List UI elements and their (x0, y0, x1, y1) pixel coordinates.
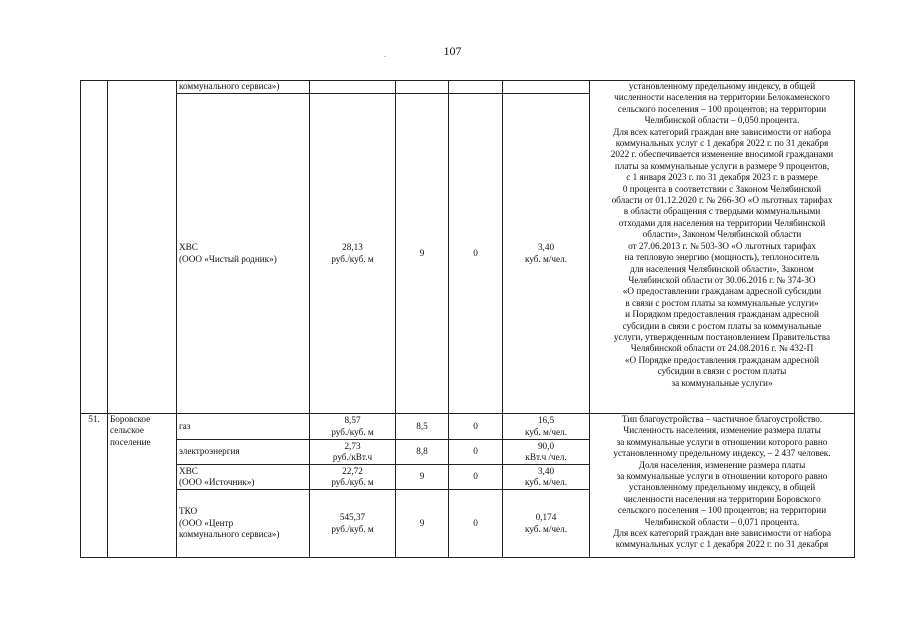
settlement-cell (108, 414, 177, 558)
volume-cell (503, 81, 590, 94)
description-line: «О предоставлении гражданам адресной субсидии (622, 286, 822, 297)
volume-value: 3,40 (537, 465, 555, 476)
description-line: на тепловую энергию (мощность), теплоноситель (624, 252, 820, 263)
description-line: и Порядком предоставления гражданам адресной (625, 309, 819, 320)
settlement-name-line: поселение (110, 436, 151, 447)
zero-cell: 0 (449, 440, 503, 465)
service-name: ТКО (179, 506, 198, 517)
description-line: 0 процента в соответствии с Законом Челябинской (622, 183, 822, 194)
volume-cell (503, 465, 590, 490)
description-line: за коммунальные услуги в отношении которого равно (616, 436, 828, 447)
volume-value: 0,174 (535, 512, 557, 523)
description-line: Для всех категорий граждан вне зависимости от набора (613, 126, 831, 137)
description-line: Доля населения, изменение размера платы (638, 459, 806, 470)
description-line: в связи с ростом платы за коммунальные услуги» (625, 297, 819, 308)
volume-cell (503, 490, 590, 558)
service-provider: коммунального сервиса») (179, 529, 280, 540)
index-cell: 8,8 (396, 440, 449, 465)
volume-unit: куб. м/чел. (524, 477, 568, 487)
tariff-cell (310, 81, 396, 94)
tariff-value: 8,57 (344, 415, 361, 426)
tariff-cell (310, 94, 396, 414)
zero-cell: 0 (449, 414, 503, 440)
description-line: с 1 января 2023 г. по 31 декабря 2023 г. в размере (626, 172, 818, 183)
service-name: ХВС (179, 465, 198, 476)
volume-value: 3,40 (537, 242, 555, 253)
volume-value: 16,5 (537, 415, 555, 426)
service-cell (177, 81, 310, 94)
description-line: 2022 г. обеспечивается изменение вносимой гражданами (610, 149, 834, 160)
tariff-unit: руб./куб. м (331, 426, 374, 437)
tariff-unit: руб./куб. м (331, 253, 374, 264)
description-line: численности населения на территории Белокаменского (614, 92, 830, 103)
index-cell (396, 81, 449, 94)
index-cell: 8,5 (396, 414, 449, 440)
index-cell: 9 (396, 490, 449, 558)
description-line: отходами для населения на территории Челябинской (618, 217, 826, 228)
service-provider: (ООО «Чистый родник») (179, 253, 277, 264)
description-line: области», Законом Челябинской области (642, 229, 802, 240)
description-line: субсидии в связи с ростом платы за коммунальные (622, 320, 822, 331)
service-cell (177, 414, 310, 440)
description-line: услуги, утвержденным постановлением Правительства (613, 331, 831, 342)
settlement-name-line: сельское (110, 425, 144, 436)
description-line: для населения Челябинской области», Законом (630, 263, 814, 274)
service-provider: (ООО «Центр (179, 517, 234, 528)
description-line: Челябинской области – 0,050 процента. (644, 115, 800, 126)
description-line: Челябинской области от 30.06.2016 г. № 374-ЗО (628, 274, 816, 285)
service-name: электроэнергия (179, 446, 240, 457)
table-row (81, 414, 855, 440)
description-line: за коммунальные услуги» (671, 377, 773, 388)
description-line: «О Порядке предоставления гражданам адресной (624, 354, 820, 365)
description-line: сельского поселения – 100 процентов; на территории (617, 103, 827, 114)
table-row (81, 81, 855, 94)
service-name: коммунального сервиса») (179, 81, 280, 91)
tariff-unit: руб./кВт.ч (332, 452, 373, 462)
volume-unit: куб. м/чел. (524, 253, 568, 264)
tariff-cell (310, 440, 396, 465)
zero-cell (449, 81, 503, 94)
zero-cell: 0 (449, 94, 503, 414)
tariff-cell (310, 490, 396, 558)
description-line: численности населения на территории Боровского (623, 493, 821, 504)
page-number: 107 (443, 44, 462, 58)
service-name: ХВС (179, 242, 198, 253)
volume-cell (503, 440, 590, 465)
index-cell: 9 (396, 94, 449, 414)
tariff-unit: руб./куб. м (331, 477, 374, 487)
zero-cell: 0 (449, 465, 503, 490)
description-cell (590, 81, 855, 414)
tariff-value: 22,72 (342, 465, 363, 476)
tariff-value: 545,37 (339, 512, 366, 523)
index-cell: 9 (396, 465, 449, 490)
service-cell (177, 465, 310, 490)
description-line: Челябинской области – 0,071 процента. (644, 516, 800, 527)
description-line: установленному предельному индексу, – 2 437 человек. (613, 448, 831, 459)
volume-cell (503, 414, 590, 440)
volume-unit: куб. м/чел. (524, 523, 568, 534)
tariff-table (80, 80, 855, 558)
description-line: платы за коммунальные услуги в размере 9 процентов, (614, 160, 830, 171)
tariff-cell (310, 465, 396, 490)
description-line: коммунальных услуг с 1 декабря 2022 г. по 31 декабря (615, 138, 829, 149)
volume-unit: куб. м/чел. (524, 426, 568, 437)
service-cell (177, 490, 310, 558)
description-line: Челябинской области от 24.08.2016 г. № 432-П (630, 343, 814, 354)
service-name: газ (179, 420, 191, 431)
description-line: установленному предельному индексу, в общей (628, 81, 816, 91)
service-provider: (ООО «Источник») (179, 477, 255, 487)
service-cell (177, 440, 310, 465)
description-line: области от 01.12.2020 г. № 266-ЗО «О льготных тарифах (611, 195, 833, 206)
description-line: сельского поселения – 100 процентов; на территории (617, 505, 827, 516)
description-line: Тип благоустройства – частичное благоустройство. (621, 414, 823, 424)
scan-dot: . (384, 50, 386, 59)
description-cell (590, 414, 855, 558)
description-line: от 27.06.2013 г. № 503-ЗО «О льготных тарифах (628, 240, 816, 251)
settlement-name-line: Боровское (110, 414, 151, 424)
volume-cell (503, 94, 590, 414)
service-cell (177, 94, 310, 414)
tariff-value: 2,73 (344, 440, 361, 451)
row-number-cell (81, 81, 108, 414)
settlement-cell (108, 81, 177, 414)
description-line: Для всех категорий граждан вне зависимости от набора (613, 528, 831, 539)
tariff-unit: руб./куб. м (331, 523, 374, 534)
row-number-cell: 51. (81, 414, 108, 558)
description-line: за коммунальные услуги в отношении которого равно (616, 471, 828, 482)
volume-value: 90,0 (537, 440, 555, 451)
description-line: установленному предельному индексу, в общей (628, 482, 816, 493)
volume-unit: кВт.ч /чел. (525, 452, 567, 462)
description-line: коммунальных услуг с 1 декабря 2022 г. по 31 декабря (615, 539, 829, 550)
description-line: субсидии в связи с ростом платы (657, 366, 787, 377)
tariff-cell (310, 414, 396, 440)
tariff-value: 28,13 (342, 242, 363, 253)
description-line: в области обращения с твердыми коммунальными (623, 206, 821, 217)
zero-cell: 0 (449, 490, 503, 558)
description-line: Численность населения, изменение размера платы (623, 425, 821, 436)
